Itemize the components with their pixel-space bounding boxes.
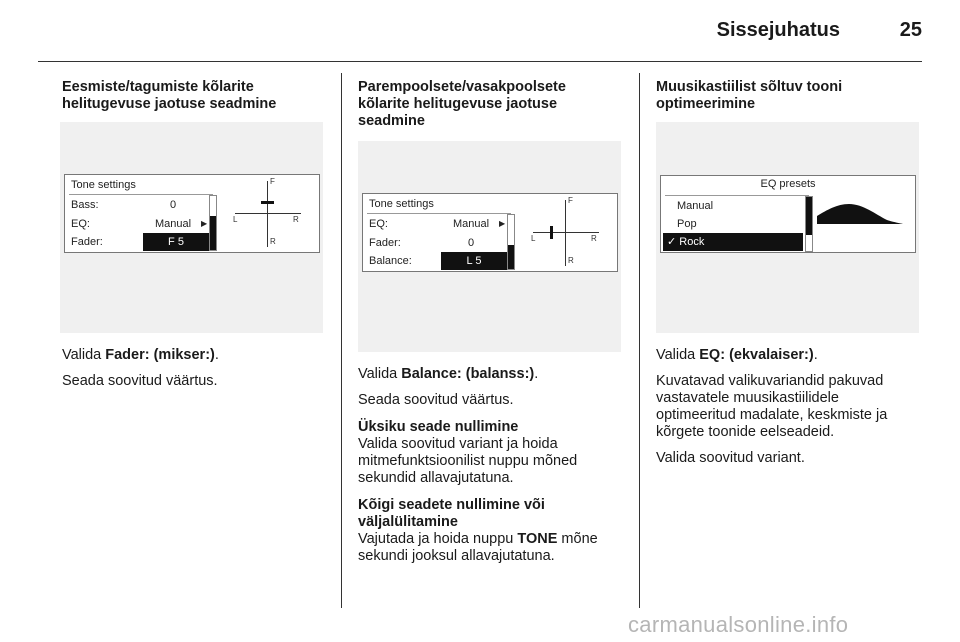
text-line: sekundi jooksul allavajutatuna. — [358, 548, 555, 564]
screen-title: Tone settings — [369, 198, 434, 210]
setting-label: EQ: — [369, 218, 388, 230]
section-title: Sissejuhatus — [716, 19, 840, 41]
subheading: Üksiku seade nullimine — [358, 419, 519, 435]
text-line: Valida soovitud variant ja hoida — [358, 436, 558, 452]
text-line: optimeeritud madalate, keskmiste ja — [656, 407, 888, 423]
text-line: sekundid allavajutatuna. — [358, 470, 514, 486]
text: mõne — [557, 531, 598, 547]
eq-presets-figure — [656, 122, 919, 333]
preset-label: Manual — [677, 200, 714, 212]
right-label: R — [293, 215, 299, 224]
column-divider-1 — [341, 73, 342, 608]
heading-line: optimeerimine — [656, 96, 756, 112]
scrollbar-thumb[interactable] — [210, 216, 216, 250]
column-3-heading — [656, 79, 924, 113]
paragraph: Seada soovitud väärtus. — [62, 373, 218, 389]
front-label: F — [270, 177, 275, 186]
setting-row-fader[interactable] — [65, 233, 215, 251]
fader-position-marker — [261, 201, 274, 204]
eq-presets-screen — [660, 175, 916, 253]
arrow-right-icon: ▶ — [201, 219, 208, 228]
arrow-right-icon: ▶ — [499, 219, 506, 228]
heading-line: helitugevuse jaotuse seadmine — [62, 96, 277, 112]
watermark: carmanualsonline.info — [628, 612, 849, 637]
text: . — [813, 347, 818, 363]
left-label: L — [531, 234, 536, 243]
setting-label: Fader: — [369, 237, 401, 249]
rear-label: R — [270, 237, 276, 246]
column-1-body — [62, 347, 330, 390]
text: Valida — [656, 347, 700, 363]
heading-line: kõlarite helitugevuse jaotuse — [358, 96, 558, 112]
heading-line: seadmine — [358, 113, 425, 129]
fader-vertical-axis — [267, 181, 268, 247]
balance-position-marker — [550, 226, 553, 239]
text: Vajutada ja hoida nuppu — [358, 531, 518, 547]
setting-value-selected: L 5 — [441, 252, 507, 270]
tone-settings-figure-balance — [358, 141, 621, 352]
setting-row-eq[interactable] — [363, 215, 513, 233]
balance-horizontal-axis — [533, 232, 599, 233]
setting-row-balance[interactable] — [363, 252, 513, 270]
scrollbar[interactable] — [805, 196, 813, 252]
setting-label: Bass: — [71, 199, 99, 211]
paragraph: Valida soovitud variant. — [656, 450, 805, 466]
setting-value: Manual — [452, 218, 490, 230]
text-line: kõrgete toonide eelseadeid. — [656, 424, 835, 440]
setting-value: 0 — [169, 199, 177, 211]
scrollbar[interactable] — [209, 195, 217, 251]
column-2-heading — [358, 79, 626, 130]
text: Valida — [62, 347, 106, 363]
tone-settings-screen — [64, 174, 320, 253]
setting-row-eq[interactable] — [65, 215, 215, 233]
text-line: mitmefunktsioonilist nuppu mõned — [358, 453, 578, 469]
setting-value-selected: F 5 — [143, 233, 209, 251]
right-label: R — [591, 234, 597, 243]
rear-label: R — [568, 256, 574, 265]
setting-row-fader[interactable] — [363, 234, 513, 252]
screen-title: Tone settings — [71, 179, 136, 191]
paragraph: Seada soovitud väärtus. — [358, 392, 514, 408]
menu-item-ref: EQ: (ekvalaiser:) — [699, 347, 814, 363]
text-line: Kuvatavad valikuvariandid pakuvad — [656, 373, 884, 389]
setting-row-bass[interactable] — [65, 196, 215, 214]
text: . — [534, 366, 539, 382]
page-number: 25 — [899, 19, 922, 41]
preset-item-pop[interactable] — [661, 215, 801, 233]
menu-item-ref: Fader: (mikser:) — [105, 347, 215, 363]
eq-curve-graphic — [817, 200, 903, 224]
setting-label: Balance: — [369, 255, 412, 267]
text: . — [214, 347, 219, 363]
setting-label: EQ: — [71, 218, 90, 230]
tone-settings-figure-fader — [60, 122, 323, 333]
tone-settings-screen — [362, 193, 618, 272]
column-2-body — [358, 366, 626, 565]
left-label: L — [233, 215, 238, 224]
preset-label: Pop — [677, 218, 697, 230]
preset-item-manual[interactable] — [661, 197, 801, 215]
scrollbar-thumb[interactable] — [508, 245, 514, 269]
column-1-heading — [62, 79, 330, 113]
column-3-body — [656, 347, 924, 467]
text: Valida — [358, 366, 402, 382]
setting-label: Fader: — [71, 236, 103, 248]
button-ref: TONE — [517, 531, 558, 547]
balance-vertical-axis — [565, 200, 566, 266]
fader-horizontal-axis — [235, 213, 301, 214]
subheading-line: Kõigi seadete nullimine või — [358, 497, 545, 513]
header-rule — [38, 61, 922, 62]
front-label: F — [568, 196, 573, 205]
heading-line: Eesmiste/tagumiste kõlarite — [62, 79, 254, 95]
preset-item-rock-selected[interactable] — [663, 233, 803, 251]
heading-line: Muusikastiilist sõltuv tooni — [656, 79, 843, 95]
text-line: vastavatele muusikastiilidele — [656, 390, 839, 406]
subheading-line: väljalülitamine — [358, 514, 458, 530]
scrollbar-thumb[interactable] — [806, 197, 812, 235]
menu-item-ref: Balance: (balanss:) — [401, 366, 535, 382]
column-divider-2 — [639, 73, 640, 608]
setting-value: Manual — [154, 218, 192, 230]
heading-line: Parempoolsete/vasakpoolsete — [358, 79, 566, 95]
screen-title: EQ presets — [760, 178, 816, 190]
setting-value: 0 — [467, 237, 475, 249]
scrollbar[interactable] — [507, 214, 515, 270]
preset-label: ✓ Rock — [667, 236, 705, 248]
